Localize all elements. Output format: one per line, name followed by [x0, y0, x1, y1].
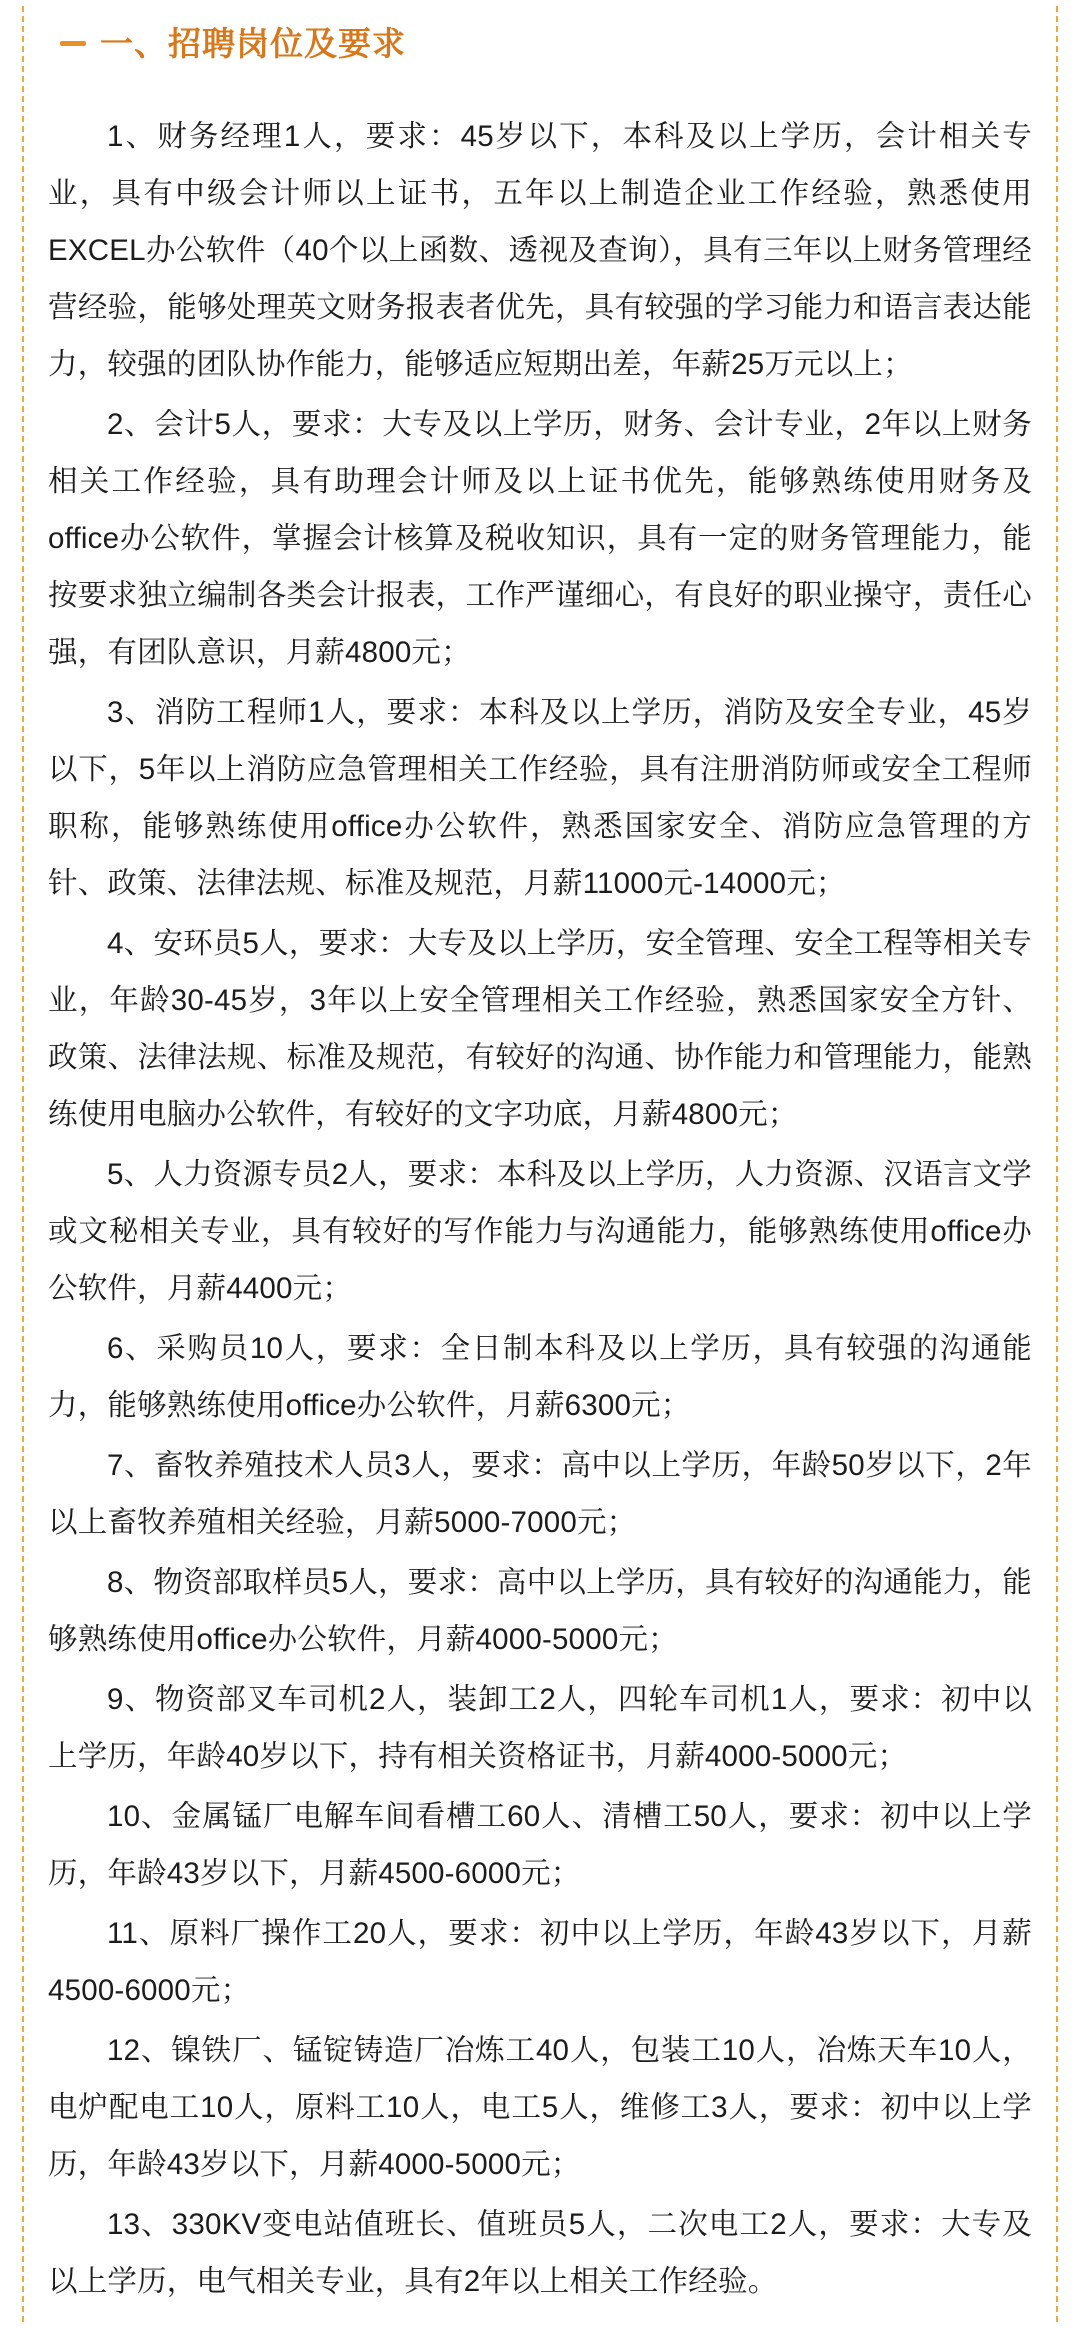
- job-item: 13、330KV变电站值班长、值班员5人，二次电工2人，要求：大专及以上学历，电气相关专业，具有2年以上相关工作经验。: [48, 2207, 1032, 2298]
- job-item: 11、原料厂操作工20人，要求：初中以上学历，年龄43岁以下，月薪4500-6000元；: [48, 1916, 1032, 2007]
- job-item: 3、消防工程师1人，要求：本科及以上学历，消防及安全专业，45岁以下，5年以上消防应急管理相关工作经验，具有注册消防师或安全工程师职称，能够熟练使用office办公软件，熟悉国家安全、消防应急管理的方针、政策、法律法规、标准及规范，月薪11000元-14000元；: [48, 695, 1032, 900]
- job-item: 7、畜牧养殖技术人员3人，要求：高中以上学历，年龄50岁以下，2年以上畜牧养殖相关经验，月薪5000-7000元；: [48, 1448, 1032, 1539]
- job-item: 8、物资部取样员5人，要求：高中以上学历，具有较好的沟通能力，能够熟练使用office办公软件，月薪4000-5000元；: [48, 1565, 1032, 1656]
- job-item: 12、镍铁厂、锰锭铸造厂冶炼工40人，包装工10人，冶炼天车10人，电炉配电工10人，原料工10人，电工5人，维修工3人，要求：初中以上学历，年龄43岁以下，月薪4000-5000元；: [48, 2033, 1032, 2181]
- job-item: 1、财务经理1人，要求：45岁以下，本科及以上学历，会计相关专业，具有中级会计师以上证书，五年以上制造企业工作经验，熟悉使用EXCEL办公软件（40个以上函数、透视及查询），具有三年以上财务管理经营经验，能够处理英文财务报表者优先，具有较强的学习能力和语言表达能力，较强的团队协作能力，能够适应短期出差，年薪25万元以上；: [48, 119, 1032, 381]
- section-heading: [60, 24, 1032, 64]
- page-title: 一、招聘岗位及要求: [100, 25, 406, 62]
- job-item: 10、金属锰厂电解车间看槽工60人、清槽工50人，要求：初中以上学历，年龄43岁以下，月薪4500-6000元；: [48, 1799, 1032, 1890]
- job-item: 9、物资部叉车司机2人，装卸工2人，四轮车司机1人，要求：初中以上学历，年龄40岁以下，持有相关资格证书，月薪4000-5000元；: [48, 1682, 1032, 1773]
- job-item: 2、会计5人，要求：大专及以上学历，财务、会计专业，2年以上财务相关工作经验，具有助理会计师及以上证书优先，能够熟练使用财务及office办公软件，掌握会计核算及税收知识，具有一定的财务管理能力，能按要求独立编制各类会计报表，工作严谨细心，有良好的职业操守，责任心强，有团队意识，月薪4800元；: [48, 407, 1032, 669]
- heading-accent-bar: [60, 41, 86, 46]
- job-item: 6、采购员10人，要求：全日制本科及以上学历，具有较强的沟通能力，能够熟练使用office办公软件，月薪6300元；: [48, 1331, 1032, 1422]
- job-item: 4、安环员5人，要求：大专及以上学历，安全管理、安全工程等相关专业，年龄30-45岁，3年以上安全管理相关工作经验，熟悉国家安全方针、政策、法律法规、标准及规范，有较好的沟通、协作能力和管理能力，能熟练使用电脑办公软件，有较好的文字功底，月薪4800元；: [48, 926, 1032, 1131]
- document-content: [22, 24, 1058, 2310]
- job-item: 5、人力资源专员2人，要求：本科及以上学历，人力资源、汉语言文学或文秘相关专业，具有较好的写作能力与沟通能力，能够熟练使用office办公软件，月薪4400元；: [48, 1157, 1032, 1305]
